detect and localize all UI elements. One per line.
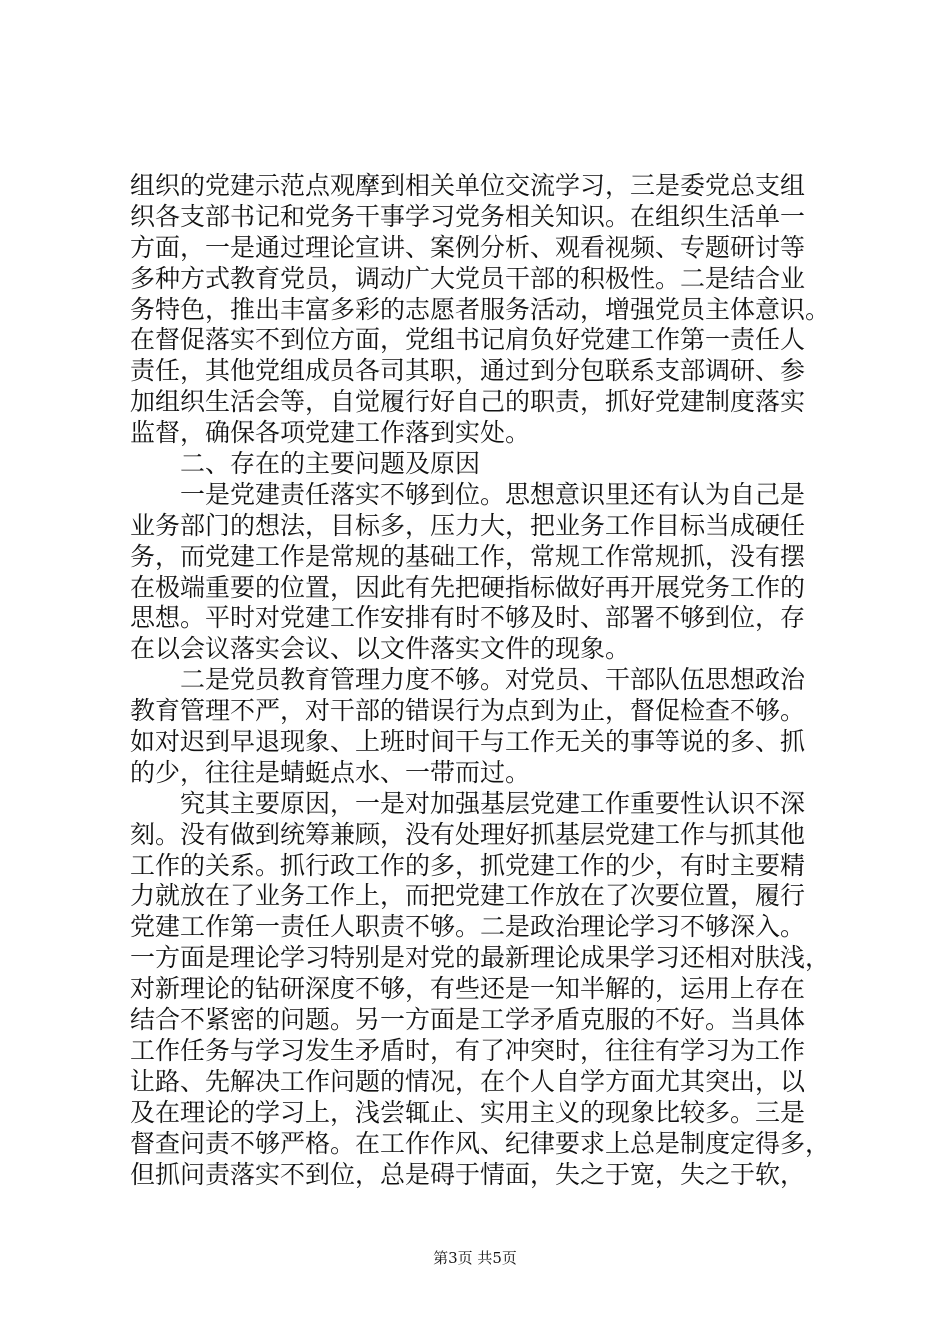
- text-line: 刻。没有做到统筹兼顾，没有处理好抓基层党建工作与抓其他: [130, 819, 806, 849]
- text-line: 组织的党建示范点观摩到相关单位交流学习，三是委党总支组: [130, 171, 806, 200]
- text-line: 让路、先解决工作问题的情况，在个人自学方面尤其突出，以: [130, 1066, 806, 1096]
- text-line: 方面，一是通过理论宣讲、案例分析、观看视频、专题研讨等: [130, 232, 806, 262]
- text-line: 业务部门的想法，目标多，压力大，把业务工作目标当成硬任: [130, 510, 806, 540]
- text-line: 结合不紧密的问题。另一方面是工学矛盾克服的不好。当具体: [130, 1005, 806, 1035]
- text-line: 二是党员教育管理力度不够。对党员、干部队伍思想政治: [130, 665, 806, 695]
- text-line: 在极端重要的位置，因此有先把硬指标做好再开展党务工作的: [130, 572, 806, 602]
- text-line: 在督促落实不到位方面，党组书记肩负好党建工作第一责任人: [130, 325, 806, 355]
- text-line: 工作的关系。抓行政工作的多，抓党建工作的少，有时主要精: [130, 850, 806, 880]
- text-line: 多种方式教育党员，调动广大党员干部的积极性。二是结合业: [130, 263, 806, 293]
- text-line: 加组织生活会等，自觉履行好自己的职责，抓好党建制度落实: [130, 387, 806, 417]
- text-line: 织各支部书记和党务干事学习党务相关知识。在组织生活单一: [130, 201, 806, 231]
- text-line: 监督，确保各项党建工作落到实处。: [130, 418, 531, 448]
- text-line: 对新理论的钻研深度不够，有些还是一知半解的，运用上存在: [130, 974, 806, 1004]
- text-line: 二、存在的主要问题及原因: [130, 449, 481, 479]
- text-line: 党建工作第一责任人职责不够。二是政治理论学习不够深入。: [130, 912, 806, 942]
- text-line: 一方面是理论学习特别是对党的最新理论成果学习还相对肤浅，: [130, 943, 831, 973]
- text-line: 教育管理不严，对干部的错误行为点到为止，督促检查不够。: [130, 696, 806, 726]
- text-line: 思想。平时对党建工作安排有时不够及时、部署不够到位，存: [130, 603, 806, 633]
- text-line: 工作任务与学习发生矛盾时，有了冲突时，往往有学习为工作: [130, 1035, 806, 1065]
- text-line: 一是党建责任落实不够到位。思想意识里还有认为自己是: [130, 479, 806, 509]
- text-line: 的少，往往是蜻蜓点水、一带而过。: [130, 757, 531, 787]
- page-footer: 第3页 共5页: [433, 1249, 517, 1267]
- document-body: [130, 171, 830, 1190]
- text-line: 在以会议落实会议、以文件落实文件的现象。: [130, 634, 631, 664]
- text-line: 责任，其他党组成员各司其职，通过到分包联系支部调研、参: [130, 356, 806, 386]
- text-line: 如对迟到早退现象、上班时间干与工作无关的事等说的多、抓: [130, 727, 806, 757]
- text-line: 但抓问责落实不到位，总是碍于情面，失之于宽，失之于软，: [130, 1159, 806, 1189]
- text-line: 力就放在了业务工作上，而把党建工作放在了次要位置，履行: [130, 881, 806, 911]
- text-line: 及在理论的学习上，浅尝辄止、实用主义的现象比较多。三是: [130, 1097, 806, 1127]
- text-line: 务，而党建工作是常规的基础工作，常规工作常规抓，没有摆: [130, 541, 806, 571]
- text-line: 督查问责不够严格。在工作作风、纪律要求上总是制度定得多，: [130, 1128, 831, 1158]
- text-line: 务特色，推出丰富多彩的志愿者服务活动，增强党员主体意识。: [130, 294, 831, 324]
- text-line: 究其主要原因，一是对加强基层党建工作重要性认识不深: [130, 788, 806, 818]
